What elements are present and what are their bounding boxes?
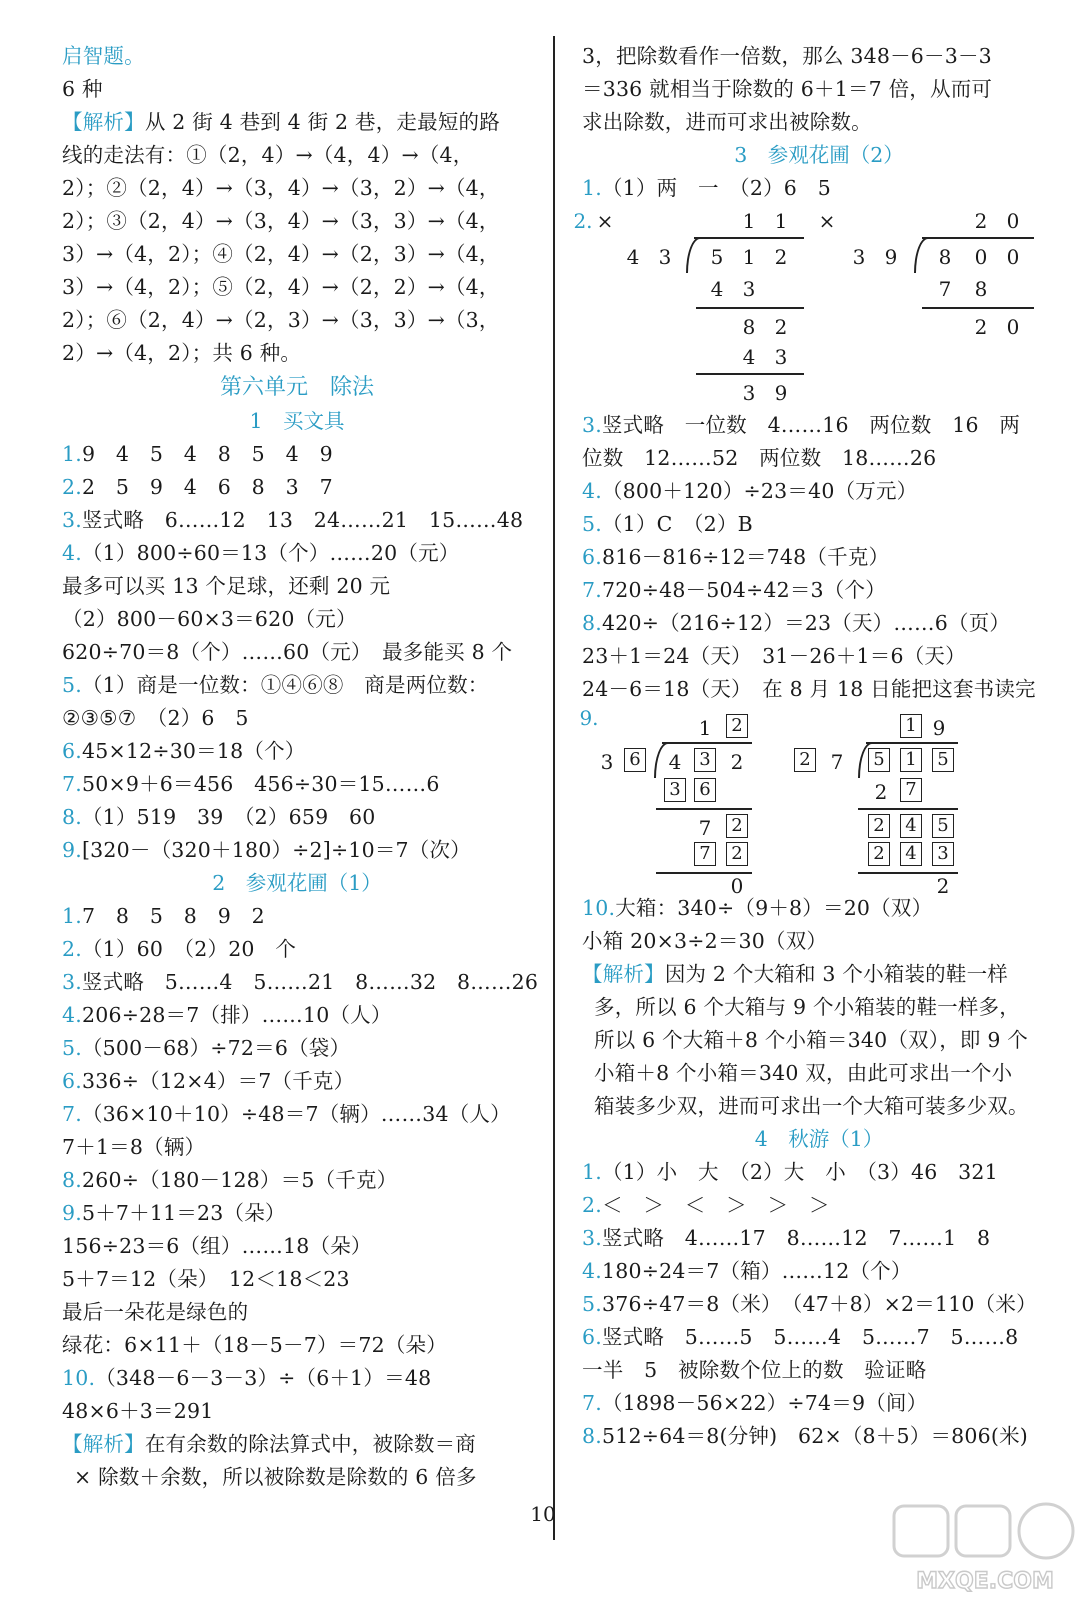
answer-item [62, 999, 532, 1032]
section-heading: 1 买文具 [249, 409, 345, 433]
q9a-blank-box: 2 [726, 814, 748, 838]
answer-item [62, 933, 532, 966]
answer-item [582, 541, 1056, 574]
text-line: 位数 12……52 两位数 18……26 [582, 446, 937, 470]
text-line: 小箱＋8 个小箱＝340 双，由此可求出一个小 [594, 1061, 1013, 1085]
item-text: 512÷64＝8(分钟) 62×（8＋5）＝806(米) [601, 1424, 1028, 1448]
q9b-blank-box: 7 [900, 778, 922, 802]
item-number: 3. [62, 508, 82, 532]
item-text: [320－（320＋180）÷2]÷10＝7（次） [81, 838, 471, 862]
q2b-step-line [922, 307, 1034, 309]
item-text: 7 8 5 8 9 2 [81, 904, 265, 928]
answer-item [582, 892, 1056, 925]
item-number: 7. [582, 1391, 602, 1415]
q2b-dividend-digit: 0 [974, 245, 988, 269]
item-text: 竖式略 4……17 8……12 7……1 8 [601, 1226, 991, 1250]
q9a-division-bar [662, 742, 752, 744]
item-number: 6. [582, 1325, 602, 1349]
q9b-step-line [858, 808, 958, 810]
item-number: 2. [582, 1193, 602, 1217]
item-text: （1）C （2）B [601, 512, 753, 536]
analysis-text: 在有余数的除法算式中，被除数＝商 [144, 1432, 477, 1456]
q9-number: 9. [579, 706, 599, 730]
q9b-blank-box: 5 [932, 748, 954, 772]
q2b-dividend-digit: 0 [1006, 245, 1020, 269]
answer-item [62, 1362, 532, 1395]
text-line: 2）→（4，2）；共 6 种。 [62, 341, 302, 365]
q2b-dividend-digit: 8 [938, 245, 952, 269]
text-line: 3）→（4，2）；④（2，4）→（2，3）→（4， [62, 242, 500, 266]
q9b-blank-box: 5 [868, 748, 890, 772]
text-line: 2）；③（2，4）→（3，4）→（3，3）→（4， [62, 209, 500, 233]
answer-item [582, 1288, 1056, 1321]
q9a-remainder: 0 [730, 874, 744, 898]
item-number: 7. [582, 578, 602, 602]
answer-item [582, 1222, 1056, 1255]
answer-item [582, 172, 1056, 205]
q9a-dividend-digit: 2 [730, 750, 744, 774]
item-number: 8. [582, 1424, 602, 1448]
q2a-step-digit: 8 [742, 315, 756, 339]
text-line: 23＋1＝24（天） 31－26＋1＝6（天） [582, 644, 966, 668]
item-number: 1. [62, 442, 82, 466]
analysis-line [62, 1428, 532, 1461]
q2b-quotient-digit: 2 [974, 209, 988, 233]
q9a-blank-box: 3 [664, 778, 686, 802]
text-line: 620÷70＝8（个）……60（元） 最多能买 8 个 [62, 640, 513, 664]
text-line: 最多可以买 13 个足球，还剩 20 元 [62, 574, 391, 598]
q2a-remainder-digit: 9 [774, 381, 788, 405]
right-middle-section [582, 409, 1056, 706]
item-text: 206÷28＝7（排）……10（人） [81, 1003, 392, 1027]
analysis-tag: 【解析】 [62, 110, 145, 134]
item-number: 5. [582, 512, 602, 536]
right-column [573, 40, 1056, 1453]
answer-item [582, 409, 1056, 442]
q2a-remainder-digit: 3 [742, 381, 756, 405]
item-number: 8. [62, 805, 82, 829]
q2-mark-a: × [596, 209, 614, 233]
answer-item [62, 537, 532, 570]
q2a-dividend-digit: 1 [742, 245, 756, 269]
q9b-blank-box: 1 [900, 748, 922, 772]
item-text: （348－6－3－3）÷（6＋1）＝48 [95, 1366, 432, 1390]
q2b-quotient-digit: 0 [1006, 209, 1020, 233]
item-number: 1. [62, 904, 82, 928]
q2a-divisor-digit: 4 [626, 245, 640, 269]
item-number: 2. [62, 475, 82, 499]
q9a-divisor-digit: 3 [600, 750, 614, 774]
text-line: 2）；②（2，4）→（3，4）→（3，2）→（4， [62, 176, 500, 200]
answer-item [62, 1065, 532, 1098]
analysis-text: 因为 2 个大箱和 3 个小箱装的鞋一样 [664, 962, 1008, 986]
answer-item [582, 1156, 1056, 1189]
item-number: 1. [582, 176, 602, 200]
section-heading: 3 参观花圃（2） [734, 143, 904, 167]
item-number: 5. [582, 1292, 602, 1316]
item-text: 2 5 9 4 6 8 3 7 [81, 475, 333, 499]
item-text: （1）60 （2）20 个 [81, 937, 297, 961]
text-line: 3，把除数看作一倍数，那么 348－6－3－3 [582, 44, 992, 68]
item-text: （1）小 大 （2）大 小 （3）46 321 [601, 1160, 998, 1184]
answer-item [582, 1420, 1056, 1453]
item-text: （1）800÷60＝13（个）……20（元） [81, 541, 460, 565]
q9a-blank-box: 6 [624, 748, 646, 772]
answer-item [582, 574, 1056, 607]
watermark-text: MXQE.COM [916, 1569, 1054, 1594]
q9b-blank-box: 2 [868, 814, 890, 838]
item-text: 420÷（216÷12）＝23（天）……6（页） [601, 611, 1011, 635]
analysis-text: 从 2 街 4 巷到 4 街 2 巷，走最短的路 [144, 110, 500, 134]
item-text: 336÷（12×4）＝7（千克） [81, 1069, 355, 1093]
item-number: 8. [62, 1168, 82, 1192]
q2a-step-digit: 2 [774, 315, 788, 339]
item-text: 5＋7＋11＝23（朵） [81, 1201, 286, 1225]
text-line: 一半 5 被除数个位上的数 验证略 [582, 1358, 927, 1382]
item-text: 180÷24＝7（箱）……12（个） [601, 1259, 912, 1283]
text-line: 箱装多少双，进而可求出一个大箱可装多少双。 [594, 1094, 1029, 1118]
text-line: 绿花：6×11＋（18－5－7）＝72（朵） [62, 1333, 447, 1357]
answer-item [582, 1189, 1056, 1222]
q9b-remainder: 2 [936, 874, 950, 898]
text-line: ＝336 就相当于除数的 6＋1＝7 倍，从而可 [582, 77, 993, 101]
text-line: （2）800－60×3＝620（元） [62, 607, 357, 631]
item-number: 4. [582, 479, 602, 503]
q9b-blank-box: 4 [900, 842, 922, 866]
item-number: 7. [62, 772, 82, 796]
analysis-line [582, 958, 1056, 991]
q2a-step-line [696, 307, 804, 309]
answer-item [62, 834, 532, 867]
text-line: 5＋7＝12（朵） 12＜18＜23 [62, 1267, 350, 1291]
analysis-tag: 【解析】 [582, 962, 665, 986]
left-column [62, 40, 539, 1494]
q9b-blank-box: 2 [794, 748, 816, 772]
item-number: 8. [582, 611, 602, 635]
q2b-division-bracket [914, 237, 930, 273]
q9a-blank-box: 2 [726, 714, 748, 738]
q9-long-division [579, 706, 1056, 898]
q2a-division-bracket [686, 237, 702, 273]
q2a-step-line [696, 373, 804, 375]
watermark-char-box [894, 1506, 948, 1556]
q2b-divisor-digit: 9 [884, 245, 898, 269]
item-text: 竖式略 5……4 5……21 8……32 8……26 [81, 970, 539, 994]
text-line: 所以 6 个大箱＋8 个小箱＝340（双），即 9 个 [594, 1028, 1028, 1052]
item-number: 4. [62, 541, 82, 565]
item-text: 竖式略 一位数 4……16 两位数 16 两 [601, 413, 1021, 437]
item-text: 260÷（180－128）＝5（千克） [81, 1168, 398, 1192]
item-text: ＜ ＞ ＜ ＞ ＞ ＞ [601, 1193, 830, 1217]
item-text: 50×9＋6＝456 456÷30＝15……6 [81, 772, 440, 796]
q2a-dividend-digit: 2 [774, 245, 788, 269]
item-number: 6. [582, 545, 602, 569]
item-number: 3. [62, 970, 82, 994]
q2-number: 2. [573, 209, 593, 233]
item-number: 9. [62, 1201, 82, 1225]
item-number: 6. [62, 739, 82, 763]
answer-item [582, 508, 1056, 541]
text-line: 启智题。 [62, 44, 145, 68]
item-text: （1）两 一 （2）6 5 [601, 176, 831, 200]
right-top-section [582, 40, 1056, 205]
q2a-quotient-digit: 1 [742, 209, 756, 233]
text-line: 156÷23＝6（组）……18（朵） [62, 1234, 372, 1258]
watermark-logo [890, 1500, 1080, 1596]
item-text: 816－816÷12＝748（千克） [601, 545, 890, 569]
answer-item [582, 1255, 1056, 1288]
q9a-blank-box: 7 [694, 842, 716, 866]
q2b-remainder-digit: 0 [1006, 315, 1020, 339]
text-line: 求出除数，进而可求出被除数。 [582, 110, 872, 134]
answer-item [582, 1321, 1056, 1354]
text-line: 3）→（4，2）；⑤（2，4）→（2，2）→（4， [62, 275, 500, 299]
text-line: 多，所以 6 个大箱与 9 个小箱装的鞋一样多， [594, 995, 1020, 1019]
section-heading: 2 参观花圃（1） [212, 871, 382, 895]
item-number: 5. [62, 673, 82, 697]
q2-mark-b: × [818, 209, 836, 233]
q9a-blank-box: 2 [726, 842, 748, 866]
answer-item [62, 900, 532, 933]
item-number: 3. [582, 1226, 602, 1250]
item-text: 720÷48－504÷42＝3（个） [601, 578, 886, 602]
text-line: 48×6＋3＝291 [62, 1399, 214, 1423]
q2a-step-digit: 3 [742, 277, 756, 301]
item-text: 竖式略 5……5 5……4 5……7 5……8 [601, 1325, 1019, 1349]
unit-heading: 第六单元 除法 [219, 375, 374, 400]
item-text: （500－68）÷72＝6（袋） [81, 1036, 351, 1060]
q2a-step-digit: 4 [742, 345, 756, 369]
item-number: 4. [62, 1003, 82, 1027]
text-line: 最后一朵花是绿色的 [62, 1300, 249, 1324]
q2-long-division [573, 205, 1056, 409]
q2b-step-digit: 8 [974, 277, 988, 301]
q2a-divisor-digit: 3 [658, 245, 672, 269]
answer-item [62, 801, 532, 834]
answer-item [62, 1197, 532, 1230]
q2b-divisor-digit: 3 [852, 245, 866, 269]
answer-item [62, 504, 532, 537]
answer-item [62, 735, 532, 768]
q9a-step-digit: 7 [698, 816, 712, 840]
item-number: 6. [62, 1069, 82, 1093]
right-bottom-section [582, 892, 1056, 1453]
q9b-blank-box: 5 [932, 814, 954, 838]
text-line: 24－6＝18（天） 在 8 月 18 日能把这套书读完 [582, 677, 1036, 701]
q2b-remainder-digit: 2 [974, 315, 988, 339]
watermark-char-box [956, 1506, 1010, 1556]
item-number: 10. [582, 896, 616, 920]
text-line: 线的走法有：①（2，4）→（4，4）→（4， [62, 143, 474, 167]
text-line: ②③⑤⑦ （2）6 5 [62, 706, 249, 730]
q9a-step-line [656, 808, 752, 810]
q9a-quotient-digit: 1 [698, 716, 712, 740]
q2a-quotient-digit: 1 [774, 209, 788, 233]
answer-item [62, 1032, 532, 1065]
q9a-blank-box: 3 [694, 748, 716, 772]
answer-item [62, 669, 532, 702]
answer-item [62, 1098, 532, 1131]
answer-item [62, 768, 532, 801]
item-text: （800＋120）÷23＝40（万元） [601, 479, 918, 503]
answer-item [582, 475, 1056, 508]
answer-item [62, 438, 532, 471]
answer-item [62, 471, 532, 504]
item-text: 大箱：340÷（9＋8）＝20（双） [615, 896, 933, 920]
q2a-step-digit: 3 [774, 345, 788, 369]
item-text: （1898－56×22）÷74＝9（间） [601, 1391, 928, 1415]
text-line: 小箱 20×3÷2＝30（双） [582, 929, 828, 953]
item-number: 2. [62, 937, 82, 961]
item-text: 9 4 5 4 8 5 4 9 [81, 442, 333, 466]
q9b-blank-box: 2 [868, 842, 890, 866]
analysis-line [62, 106, 532, 139]
item-number: 7. [62, 1102, 82, 1126]
item-text: （1）519 39 （2）659 60 [81, 805, 376, 829]
item-number: 9. [62, 838, 82, 862]
section-heading: 4 秋游（1） [754, 1127, 884, 1151]
item-text: （1）商是一位数：①④⑥⑧ 商是两位数： [81, 673, 489, 697]
item-number: 10. [62, 1366, 96, 1390]
item-text: 376÷47＝8（米） （47＋8）×2＝110（米） [601, 1292, 1037, 1316]
q9b-blank-box: 3 [932, 842, 954, 866]
item-number: 4. [582, 1259, 602, 1283]
item-text: 45×12÷30＝18（个） [81, 739, 306, 763]
answer-item [62, 1164, 532, 1197]
q9b-blank-box: 1 [900, 714, 922, 738]
text-line: 2）；⑥（2，4）→（2，3）→（3，3）→（3， [62, 308, 500, 332]
q9b-blank-box: 4 [900, 814, 922, 838]
item-text: （36×10＋10）÷48＝7（辆）……34（人） [81, 1102, 511, 1126]
q2a-step-digit: 4 [710, 277, 724, 301]
q9a-dividend-digit: 4 [668, 750, 682, 774]
q2b-division-bar [922, 237, 1034, 239]
answer-item [62, 966, 539, 999]
text-line: × 除数＋余数，所以被除数是除数的 6 倍多 [74, 1465, 477, 1489]
q2a-division-bar [694, 237, 804, 239]
q9b-division-bar [866, 742, 958, 744]
answer-item [582, 607, 1056, 640]
analysis-tag: 【解析】 [62, 1432, 145, 1456]
item-number: 1. [582, 1160, 602, 1184]
text-line: 6 种 [62, 77, 103, 101]
item-text: 竖式略 6……12 13 24……21 15……48 [81, 508, 524, 532]
q9b-divisor-digit: 7 [830, 750, 844, 774]
q9b-quotient-digit: 9 [932, 716, 946, 740]
q9a-blank-box: 6 [694, 778, 716, 802]
q2b-step-digit: 7 [938, 277, 952, 301]
answer-item [582, 1387, 1056, 1420]
q9b-step-digit: 2 [874, 780, 888, 804]
item-number: 3. [582, 413, 602, 437]
page-number: 10 [530, 1502, 556, 1526]
text-line: 7＋1＝8（辆） [62, 1135, 206, 1159]
q2a-dividend-digit: 5 [710, 245, 724, 269]
watermark-char-circle [1019, 1504, 1073, 1558]
column-divider [553, 36, 555, 1540]
item-number: 5. [62, 1036, 82, 1060]
